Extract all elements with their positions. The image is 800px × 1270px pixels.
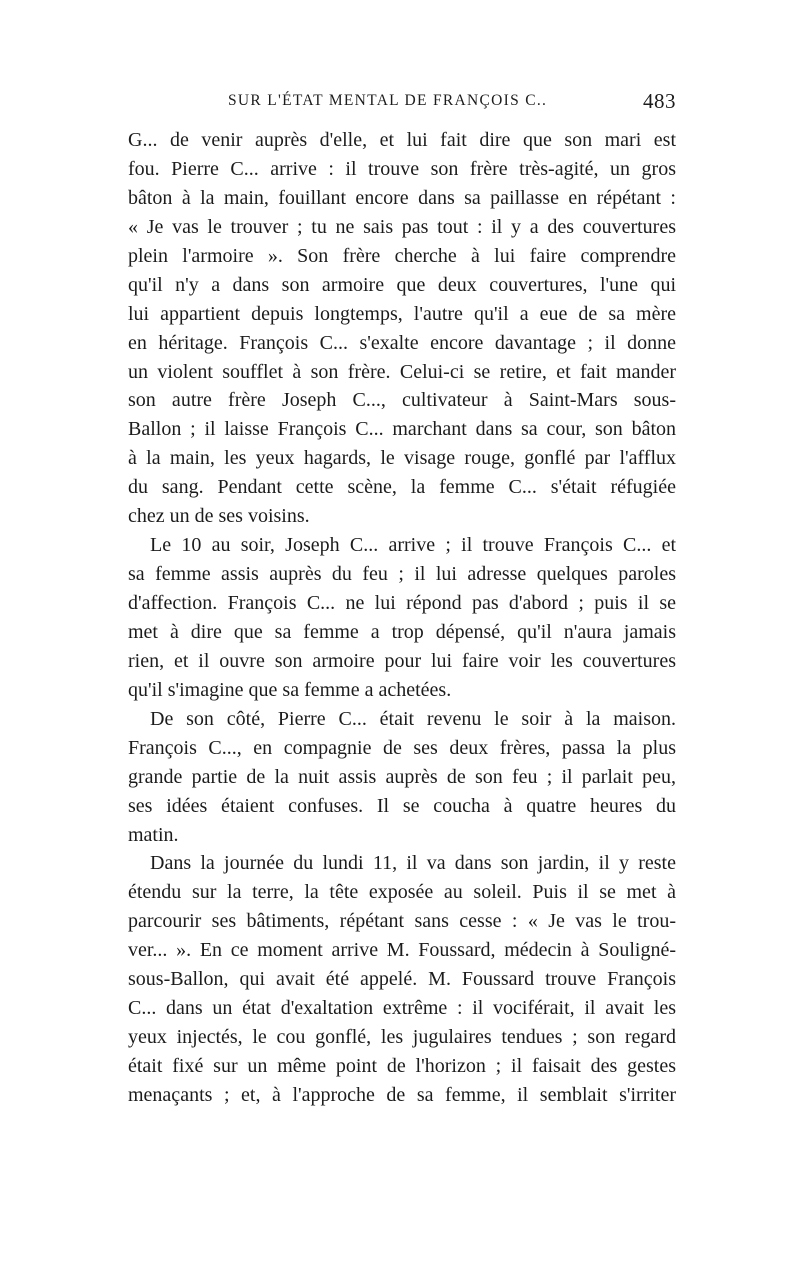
text-line: son autre frère Joseph C..., cultivateur à Saint-Mars sous- (128, 389, 676, 412)
text-line: « Je vas le trouver ; tu ne sais pas tout : il y a des couvertures (128, 215, 676, 238)
page-number: 483 (643, 89, 676, 113)
text-line: menaçants ; et, à l'approche de sa femme, il semblait s'irriter (128, 1083, 676, 1106)
text-line: G... de venir auprès d'elle, et lui fait dire que son mari est (128, 129, 676, 151)
running-title: SUR L'ÉTAT MENTAL DE FRANÇOIS C.. (228, 92, 548, 109)
text-line: François C..., en compagnie de ses deux frères, passa la plus (128, 736, 676, 759)
text-line: chez un de ses voisins. (128, 505, 310, 528)
text-body (128, 126, 676, 1110)
text-line: qu'il n'y a dans son armoire que deux couvertures, l'une qui (128, 273, 676, 296)
running-head (128, 89, 676, 118)
text-line: parcourir ses bâtiments, répétant sans cesse : « Je vas le trou- (128, 910, 676, 933)
text-line: à la main, les yeux hagards, le visage rouge, gonflé par l'afflux (128, 447, 676, 470)
text-line: en héritage. François C... s'exalte encore davantage ; il donne (128, 331, 676, 354)
text-line: C... dans un état d'exaltation extrême : il vociférait, il avait les (128, 997, 676, 1020)
text-line: étendu sur la terre, la tête exposée au soleil. Puis il se met à (128, 881, 676, 904)
text-line: bâton à la main, fouillant encore dans sa paillasse en répétant : (128, 186, 676, 209)
text-line: matin. (128, 823, 179, 846)
text-line: De son côté, Pierre C... était revenu le soir à la maison. (150, 707, 676, 730)
text-line: Dans la journée du lundi 11, il va dans son jardin, il y reste (150, 852, 676, 875)
text-line: grande partie de la nuit assis auprès de son feu ; il parlait peu, (128, 765, 676, 788)
text-line: lui appartient depuis longtemps, l'autre qu'il a eue de sa mère (128, 302, 676, 325)
text-line: qu'il s'imagine que sa femme a achetées. (128, 678, 452, 701)
text-line: plein l'armoire ». Son frère cherche à lui faire comprendre (128, 244, 676, 267)
text-line: fou. Pierre C... arrive : il trouve son frère très-agité, un gros (128, 157, 676, 180)
text-line: du sang. Pendant cette scène, la femme C... s'était réfugiée (128, 476, 676, 499)
text-line: Le 10 au soir, Joseph C... arrive ; il trouve François C... et (150, 534, 676, 557)
text-line: met à dire que sa femme a trop dépensé, qu'il n'aura jamais (128, 620, 676, 643)
text-line: était fixé sur un même point de l'horizon ; il faisait des gestes (128, 1055, 676, 1077)
text-line: rien, et il ouvre son armoire pour lui faire voir les couvertures (128, 649, 676, 672)
text-line: Ballon ; il laisse François C... marchant dans sa cour, son bâton (128, 418, 676, 441)
text-line: ses idées étaient confuses. Il se coucha à quatre heures du (128, 794, 676, 817)
text-line: un violent soufflet à son frère. Celui-ci se retire, et fait mander (128, 360, 676, 383)
text-line: ver... ». En ce moment arrive M. Foussard, médecin à Souligné- (128, 939, 676, 962)
text-line: sa femme assis auprès du feu ; il lui adresse quelques paroles (128, 563, 676, 586)
text-line: d'affection. François C... ne lui répond pas d'abord ; puis il se (128, 592, 676, 614)
text-line: sous-Ballon, qui avait été appelé. M. Foussard trouve François (128, 968, 676, 991)
text-line: yeux injectés, le cou gonflé, les jugulaires tendues ; son regard (128, 1026, 676, 1049)
